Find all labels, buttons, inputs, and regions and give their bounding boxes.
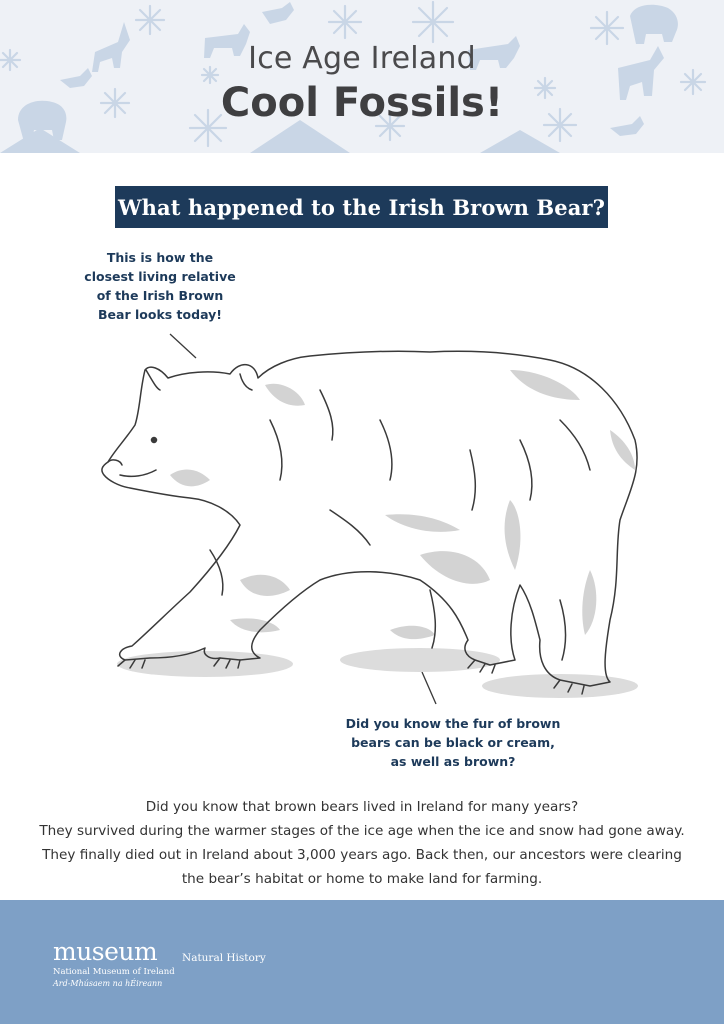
callout-line: of the Irish Brown bbox=[96, 288, 224, 303]
body-line: the bear’s habitat or home to make land for farming. bbox=[181, 871, 543, 887]
museum-logo: museum bbox=[53, 937, 158, 966]
page-subtitle: Ice Age Ireland bbox=[248, 41, 476, 76]
body-paragraph bbox=[30, 795, 694, 891]
page-title: Cool Fossils! bbox=[220, 80, 504, 126]
fur-shading bbox=[170, 370, 635, 639]
bear-outline bbox=[102, 351, 637, 694]
hare-icon bbox=[262, 2, 294, 24]
callout-line: bears can be black or cream, bbox=[351, 735, 555, 750]
body-line: Did you know that brown bears lived in Ireland for many years? bbox=[145, 799, 579, 815]
snowflake-icon bbox=[591, 12, 623, 44]
museum-name-english: National Museum of Ireland bbox=[53, 967, 175, 977]
callout-line: closest living relative bbox=[84, 269, 236, 284]
body-line: They survived during the warmer stages of the ice age when the ice and snow had gone away. bbox=[39, 823, 685, 839]
ground-shadow bbox=[117, 648, 638, 698]
callout-line: Bear looks today! bbox=[98, 307, 222, 322]
callout-line: as well as brown? bbox=[390, 754, 516, 769]
snowflake-icon bbox=[413, 2, 453, 42]
department-label: Natural History bbox=[182, 952, 266, 964]
callout-pointer-line bbox=[170, 334, 196, 358]
body-line: They finally died out in Ireland about 3,000 years ago. Back then, our ancestors were clearing bbox=[42, 847, 682, 863]
mammoth-icon bbox=[630, 5, 678, 44]
banner-text: What happened to the Irish Brown Bear? bbox=[118, 194, 605, 220]
question-banner bbox=[115, 186, 608, 228]
brown-bear-illustration bbox=[90, 330, 650, 710]
snowflake-icon bbox=[136, 6, 164, 34]
snowflake-icon bbox=[329, 6, 361, 38]
callout-line: This is how the bbox=[106, 250, 214, 265]
snowflake-animal-pattern bbox=[0, 0, 724, 153]
callout-line: Did you know the fur of brown bbox=[345, 716, 561, 731]
header bbox=[0, 0, 724, 153]
callout-fur-colour bbox=[340, 714, 566, 771]
callout-pointer-line bbox=[422, 672, 436, 704]
callout-living-relative bbox=[70, 248, 250, 324]
museum-name-irish: Ard-Mhúsaem na hÉireann bbox=[53, 979, 163, 988]
